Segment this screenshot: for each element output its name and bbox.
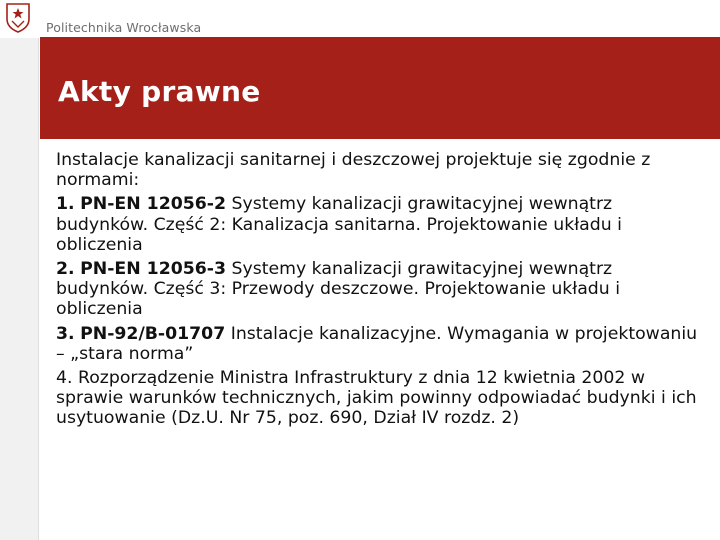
item-text: Instalacje kanalizacyjne. Wymagania w projektowaniu – „stara norma” bbox=[56, 323, 698, 364]
item-text: Rozporządzenie Ministra Infrastruktury z dnia 12 kwietnia 2002 w sprawie warunków technicznych, jakim powinny odpowiadać budynki i ich usytuowanie (Dz.U. Nr 75, poz. 690, Dział IV rozdz. 2) bbox=[56, 368, 697, 429]
standard-code: PN-EN 12056-3 bbox=[80, 259, 226, 280]
list-item bbox=[56, 324, 708, 364]
item-number: 4. bbox=[56, 368, 73, 389]
slide-content bbox=[56, 150, 708, 433]
item-number: 3. bbox=[56, 323, 75, 344]
item-number: 1. bbox=[56, 194, 75, 215]
slide-title: Akty prawne bbox=[58, 75, 261, 108]
title-band bbox=[40, 37, 720, 139]
item-number: 2. bbox=[56, 259, 75, 280]
slide-header bbox=[0, 0, 720, 38]
standard-code: PN-92/B-01707 bbox=[80, 323, 226, 344]
item-text: Systemy kanalizacji grawitacyjnej wewnątrz budynków. Część 2: Kanalizacja sanitarna. Projektowanie układu i obliczenia bbox=[56, 194, 622, 255]
list-item bbox=[56, 368, 708, 429]
list-item bbox=[56, 259, 708, 320]
standard-code: PN-EN 12056-2 bbox=[80, 194, 226, 215]
list-item bbox=[56, 194, 708, 255]
item-text: Systemy kanalizacji grawitacyjnej wewnątrz budynków. Część 3: Przewody deszczowe. Projektowanie układu i obliczenia bbox=[56, 259, 621, 320]
university-crest-icon bbox=[6, 3, 30, 33]
university-name: Politechnika Wrocławska bbox=[46, 20, 202, 35]
intro-text: Instalacje kanalizacji sanitarnej i deszczowej projektuje się zgodnie z normami: bbox=[56, 150, 651, 191]
left-margin-strip bbox=[0, 0, 39, 540]
